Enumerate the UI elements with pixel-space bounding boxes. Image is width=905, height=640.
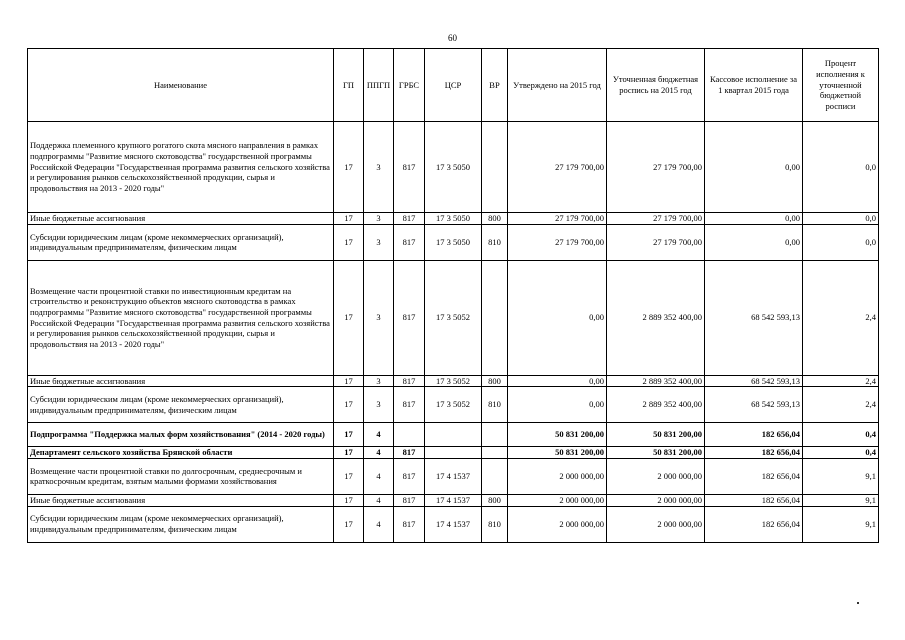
table-cell-gp: 17 — [334, 506, 364, 542]
table-cell-grbs: 817 — [394, 447, 425, 459]
table-cell-vr: 800 — [482, 375, 508, 387]
table-cell-percent: 0,4 — [803, 447, 879, 459]
header-executed: Кассовое исполнение за 1 квартал 2015 года — [705, 49, 803, 122]
table-row — [28, 447, 879, 459]
header-vr: ВР — [482, 49, 508, 122]
table-cell-ppgp: 3 — [364, 375, 394, 387]
table-cell-percent: 0,4 — [803, 423, 879, 447]
table-row — [28, 506, 879, 542]
table-row — [28, 260, 879, 375]
table-cell-name: Субсидии юридическим лицам (кроме некоммерческих организаций), индивидуальным предпринимателям, физическим лицам — [28, 387, 334, 423]
table-cell-grbs: 817 — [394, 387, 425, 423]
table-cell-name: Иные бюджетные ассигнования — [28, 375, 334, 387]
table-cell-csr: 17 4 1537 — [425, 506, 482, 542]
table-cell-gp: 17 — [334, 447, 364, 459]
table-cell-updated: 2 000 000,00 — [607, 458, 705, 494]
table-cell-grbs: 817 — [394, 494, 425, 506]
table-row — [28, 224, 879, 260]
table-cell-name: Иные бюджетные ассигнования — [28, 213, 334, 225]
table-cell-percent: 2,4 — [803, 387, 879, 423]
table-cell-approved: 27 179 700,00 — [508, 224, 607, 260]
page-number: 60 — [448, 33, 457, 43]
table-cell-csr: 17 3 5050 — [425, 213, 482, 225]
table-cell-name: Поддержка племенного крупного рогатого скота мясного направления в рамках подпрограммы "Развитие мясного скотоводства" государственной программы Российской Федерации "Государственная программа развития сельского хозяйства и регулирования рынков сельскохозяйственной продукции, сырья и продовольствия на 2013 - 2020 годы" — [28, 122, 334, 213]
table-cell-ppgp: 3 — [364, 387, 394, 423]
table-cell-ppgp: 3 — [364, 260, 394, 375]
table-cell-csr: 17 3 5052 — [425, 375, 482, 387]
table-cell-vr — [482, 423, 508, 447]
table-cell-updated: 2 000 000,00 — [607, 494, 705, 506]
table-cell-updated: 27 179 700,00 — [607, 224, 705, 260]
table-cell-executed: 68 542 593,13 — [705, 387, 803, 423]
table-cell-grbs: 817 — [394, 213, 425, 225]
table-cell-name: Департамент сельского хозяйства Брянской области — [28, 447, 334, 459]
table-row — [28, 494, 879, 506]
table-cell-vr — [482, 447, 508, 459]
header-updated: Уточненная бюджетная роспись на 2015 год — [607, 49, 705, 122]
table-cell-name: Возмещение части процентной ставки по долгосрочным, среднесрочным и краткосрочным кредитам, взятым малыми формами хозяйствования — [28, 458, 334, 494]
table-cell-approved: 27 179 700,00 — [508, 122, 607, 213]
table-cell-grbs: 817 — [394, 375, 425, 387]
table-row — [28, 375, 879, 387]
table-cell-vr — [482, 260, 508, 375]
table-cell-percent: 0,0 — [803, 224, 879, 260]
table-cell-approved: 0,00 — [508, 260, 607, 375]
table-cell-updated: 27 179 700,00 — [607, 213, 705, 225]
table-cell-grbs — [394, 423, 425, 447]
table-cell-grbs: 817 — [394, 224, 425, 260]
table-cell-name: Подпрограмма "Поддержка малых форм хозяйствования" (2014 - 2020 годы) — [28, 423, 334, 447]
table-cell-updated: 27 179 700,00 — [607, 122, 705, 213]
table-cell-ppgp: 4 — [364, 494, 394, 506]
table-cell-updated: 2 889 352 400,00 — [607, 387, 705, 423]
table-cell-grbs: 817 — [394, 458, 425, 494]
table-cell-vr: 800 — [482, 494, 508, 506]
table-cell-csr: 17 3 5052 — [425, 260, 482, 375]
header-approved: Утверждено на 2015 год — [508, 49, 607, 122]
table-cell-approved: 2 000 000,00 — [508, 494, 607, 506]
table-cell-executed: 182 656,04 — [705, 458, 803, 494]
table-cell-executed: 0,00 — [705, 213, 803, 225]
table-cell-updated: 2 889 352 400,00 — [607, 375, 705, 387]
table-cell-csr — [425, 423, 482, 447]
table-cell-vr — [482, 122, 508, 213]
header-percent: Процент исполнения к уточненной бюджетной росписи — [803, 49, 879, 122]
table-cell-approved: 27 179 700,00 — [508, 213, 607, 225]
table-cell-csr: 17 3 5052 — [425, 387, 482, 423]
table-cell-csr: 17 4 1537 — [425, 494, 482, 506]
table-cell-name: Субсидии юридическим лицам (кроме некоммерческих организаций), индивидуальным предпринимателям, физическим лицам — [28, 506, 334, 542]
table-cell-approved: 50 831 200,00 — [508, 447, 607, 459]
header-row — [28, 49, 879, 122]
table-cell-percent: 9,1 — [803, 494, 879, 506]
table-cell-ppgp: 4 — [364, 458, 394, 494]
table-cell-ppgp: 4 — [364, 423, 394, 447]
table-cell-vr: 810 — [482, 224, 508, 260]
table-cell-executed: 182 656,04 — [705, 447, 803, 459]
budget-table — [27, 48, 879, 543]
table-cell-approved: 2 000 000,00 — [508, 506, 607, 542]
table-cell-gp: 17 — [334, 224, 364, 260]
table-cell-csr — [425, 447, 482, 459]
table-cell-executed: 182 656,04 — [705, 494, 803, 506]
table-row — [28, 122, 879, 213]
table-cell-vr: 800 — [482, 213, 508, 225]
table-cell-grbs: 817 — [394, 506, 425, 542]
table-cell-gp: 17 — [334, 387, 364, 423]
table-cell-gp: 17 — [334, 375, 364, 387]
table-cell-vr — [482, 458, 508, 494]
table-cell-name: Иные бюджетные ассигнования — [28, 494, 334, 506]
table-cell-executed: 0,00 — [705, 122, 803, 213]
table-cell-executed: 182 656,04 — [705, 423, 803, 447]
table-cell-gp: 17 — [334, 458, 364, 494]
table-cell-csr: 17 3 5050 — [425, 122, 482, 213]
table-cell-executed: 0,00 — [705, 224, 803, 260]
table-cell-approved: 2 000 000,00 — [508, 458, 607, 494]
table-cell-grbs: 817 — [394, 122, 425, 213]
table-row — [28, 387, 879, 423]
table-cell-approved: 0,00 — [508, 375, 607, 387]
table-cell-gp: 17 — [334, 213, 364, 225]
table-cell-ppgp: 4 — [364, 447, 394, 459]
table-cell-executed: 182 656,04 — [705, 506, 803, 542]
table-cell-ppgp: 3 — [364, 224, 394, 260]
table-cell-approved: 0,00 — [508, 387, 607, 423]
table-cell-updated: 2 889 352 400,00 — [607, 260, 705, 375]
table-cell-ppgp: 3 — [364, 122, 394, 213]
table-cell-gp: 17 — [334, 260, 364, 375]
table-cell-approved: 50 831 200,00 — [508, 423, 607, 447]
header-csr: ЦСР — [425, 49, 482, 122]
table-cell-ppgp: 3 — [364, 213, 394, 225]
table-cell-percent: 2,4 — [803, 375, 879, 387]
table-cell-csr: 17 4 1537 — [425, 458, 482, 494]
header-grbs: ГРБС — [394, 49, 425, 122]
table-cell-percent: 0,0 — [803, 213, 879, 225]
table-cell-gp: 17 — [334, 494, 364, 506]
table-cell-csr: 17 3 5050 — [425, 224, 482, 260]
table-cell-gp: 17 — [334, 423, 364, 447]
header-ppgp: ППГП — [364, 49, 394, 122]
header-name: Наименование — [28, 49, 334, 122]
table-cell-vr: 810 — [482, 506, 508, 542]
table-cell-name: Субсидии юридическим лицам (кроме некоммерческих организаций), индивидуальным предпринимателям, физическим лицам — [28, 224, 334, 260]
table-cell-ppgp: 4 — [364, 506, 394, 542]
table-cell-updated: 50 831 200,00 — [607, 447, 705, 459]
table-cell-percent: 2,4 — [803, 260, 879, 375]
table-row — [28, 458, 879, 494]
table-cell-gp: 17 — [334, 122, 364, 213]
scan-speck — [857, 602, 859, 604]
table-cell-percent: 9,1 — [803, 506, 879, 542]
table-cell-percent: 0,0 — [803, 122, 879, 213]
table-row — [28, 423, 879, 447]
table-cell-percent: 9,1 — [803, 458, 879, 494]
table-cell-name: Возмещение части процентной ставки по инвестиционным кредитам на строительство и реконструкцию объектов мясного скотоводства в рамках подпрограммы "Развитие мясного скотоводства" государственной программы Российской Федерации "Государственная программа развития сельского хозяйства и регулирования рынков сельскохозяйственной продукции, сырья и продовольствия на 2013 - 2020 годы" — [28, 260, 334, 375]
table-cell-executed: 68 542 593,13 — [705, 260, 803, 375]
table-cell-executed: 68 542 593,13 — [705, 375, 803, 387]
table-row — [28, 213, 879, 225]
table-cell-updated: 2 000 000,00 — [607, 506, 705, 542]
table-cell-grbs: 817 — [394, 260, 425, 375]
table-cell-updated: 50 831 200,00 — [607, 423, 705, 447]
table-cell-vr: 810 — [482, 387, 508, 423]
header-gp: ГП — [334, 49, 364, 122]
